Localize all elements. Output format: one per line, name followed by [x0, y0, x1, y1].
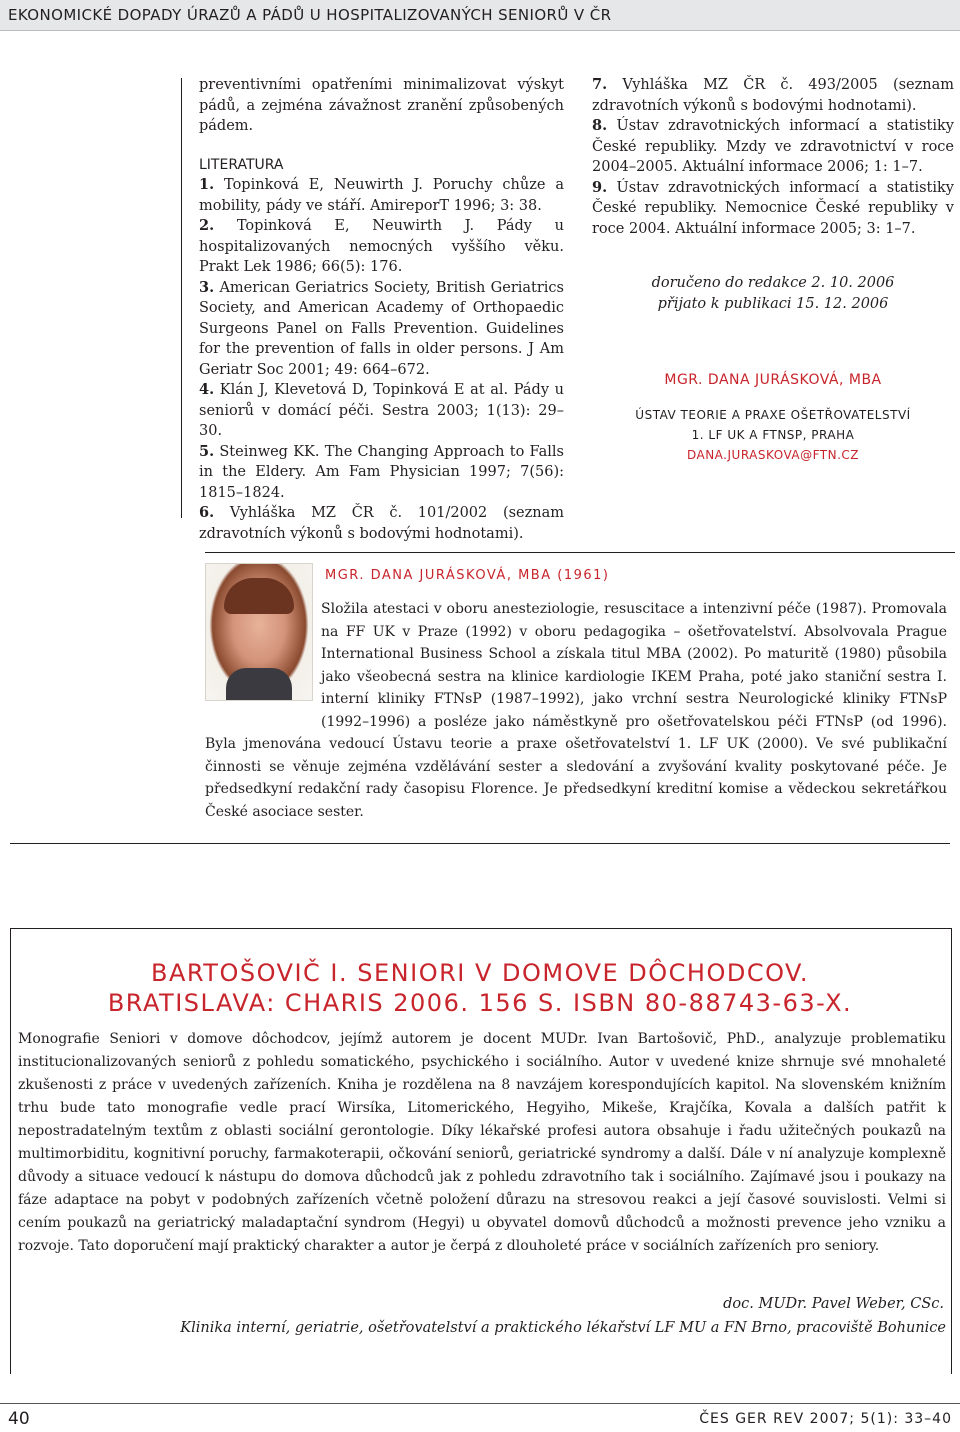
reference-item: [199, 503, 564, 544]
reference-item: [199, 442, 564, 504]
running-header: [0, 0, 960, 31]
reference-number: 7.: [592, 76, 608, 93]
reference-item: [199, 380, 564, 442]
reference-item: [592, 116, 954, 178]
bio-text: [205, 598, 947, 823]
bio-heading: [325, 565, 945, 587]
reference-item: [199, 216, 564, 278]
reference-text: Topinková E, Neuwirth J. Poruchy chůze a mobility, pády ve stáří. AmireporT 1996; 3: 38.: [199, 177, 564, 214]
reference-text: Steinweg KK. The Changing Approach to Falls in the Eldery. Am Fam Physician 1997; 7(56): 1815–1824.: [199, 443, 564, 501]
running-header-title: EKONOMICKÉ DOPADY ÚRAZŮ A PÁDŮ U HOSPITALIZOVANÝCH SENIORŮ V ČR: [8, 6, 612, 24]
reference-text: Ústav zdravotnických informací a statistiky České republiky. Nemocnice České republiky v roce 2004. Aktuální informace 2005; 3: 1–7.: [592, 179, 955, 237]
reference-text: Topinková E, Neuwirth J. Pády u hospitalizovaných nemocných vyššího věku. Prakt Lek 1986; 66(5): 176.: [199, 218, 564, 275]
left-column: [199, 75, 564, 544]
review-paragraph: Monografie Seniori v domove dôchodcov, jejímž autorem je docent MUDr. Ivan Bartošovič, PhD., analyzuje problematiku institucionalizovaných seniorů z pohledu somatického, psychického i sociálního. Autor v uvedené knize shrnuje své mnohaleté zkušenosti z práce v uvedených zařízeních. Kniha je rozdělena na 8 navzájem korespondujících kapitol. Na slovenském knižním trhu bude tato monografie vedle prací Wirsíka, Litomerického, Hegyiho, Mikeše, Krajčíka, Kovala a dalších patřit k nepostradatelným textům z oblasti sociální gerontologie. Díky lékařské profesi autora obsahuje i řadu užitečných poukazů na multimorbiditu, kognitivní poruchy, farmakoterapii, očkování seniorů, geriatrické syndromy a další. Dále v ní analyzuje komplexně důvody a situace vedoucí k nástupu do domova důchodců jak z pohledu zdravotního tak i sociálního. Zajímavé jsou i poukazy na fáze adaptace na pobyt v podobných zařízeních včetně položení důrazu na stresovou reakci a její časové souvislosti. Velmi si cením poukazů na geriatrický maladaptační syndrom (Hegyi) u obyvatel domovů důchodců a možnosti prevence jeho vzniku a rozvoje. Tato doporučení mají praktický charakter a autor je čerpá z dlouholeté práce v sociálních zařízeních pro seniory.: [18, 1031, 946, 1254]
review-title-line-1: BARTOŠOVIČ I. SENIORI V DOMOVE DÔCHODCOV.: [150, 959, 810, 987]
reference-number: 1.: [199, 176, 215, 193]
reference-item: [199, 175, 564, 216]
left-column-rule: [181, 78, 182, 518]
reference-number: 4.: [199, 381, 215, 398]
reference-number: 2.: [199, 217, 215, 234]
bio-top-rule: [205, 552, 955, 553]
reference-number: 3.: [199, 278, 215, 296]
bio-heading-text: MGR. DANA JURÁSKOVÁ, MBA (1961): [325, 568, 610, 583]
review-body: [18, 1028, 946, 1258]
review-signature-name: doc. MUDr. Pavel Weber, CSc.: [723, 1296, 944, 1312]
reference-item: [592, 75, 954, 116]
footer-rule: [0, 1403, 960, 1404]
bio-paragraph: Složila atestaci v oboru anesteziologie, resuscitace a intenzivní péče (1987). Promovala na FF UK v Praze (1992) v oboru pedagogika – ošetřovatelství. Absolvovala Prague International Business School a získala titul MBA (2002). Po maturitě (1980) působila jako všeobecná sestra na klinice kardiologie IKEM Praha, poté jako staniční sestra I. interní kliniky FTNsP (1987–1992), jako vrchní sestra Neurologické kliniky FTNsP (1992–1996) a posléze jako náměstkyně pro ošetřovatelskou péči FTNsP (od 1996). Byla jmenována vedoucí Ústavu teorie a praxe ošetřovatelství 1. LF UK (2000). Ve své publikační činnosti se věnuje zejména vzdělávání sester a sledování a zvyšování kvality poskytované péče. Je předsedkyní redakční rady časopisu Florence. Je předsedkyní kreditní komise a vědeckou sekretářkou České asociace sester.: [205, 601, 947, 820]
accepted-date: přijato k publikaci 15. 12. 2006: [657, 295, 889, 312]
reference-item: [592, 178, 954, 240]
page-number: 40: [8, 1409, 30, 1429]
review-title: [20, 958, 940, 1018]
photo-float-space: [205, 598, 321, 720]
reference-text: Ústav zdravotnických informací a statistiky České republiky. Mzdy ve zdravotnictví v roce 2004–2005. Aktuální informace 2006; 1: 1–7.: [592, 118, 955, 175]
reference-number: 8.: [592, 117, 608, 134]
reference-number: 6.: [199, 504, 215, 521]
author-name: MGR. DANA JURÁSKOVÁ, MBA: [664, 372, 882, 388]
reference-text: Vyhláška MZ ČR č. 493/2005 (seznam zdravotních výkonů s bodovými hodnotami).: [592, 77, 954, 114]
intro-paragraph: preventivními opatřeními minimalizovat výskyt pádů, a zejména závažnost zranění způsobených pádem.: [199, 77, 564, 134]
author-affiliation-1: ÚSTAV TEORIE A PRAXE OŠETŘOVATELSTVÍ: [635, 407, 911, 422]
review-title-line-2: BRATISLAVA: CHARIS 2006. 156 S. ISBN 80-88743-63-X.: [107, 989, 853, 1017]
reference-text: American Geriatrics Society, British Geriatrics Society, and American Academy of Orthopaedic Surgeons Panel on Falls Prevention. Guidelines for the prevention of falls in older persons. J Am Geriatr Soc 2001; 49: 664–672.: [199, 279, 564, 378]
reference-text: Klán J, Klevetová D, Topinková E at al. Pády u seniorů v domácí péči. Sestra 2003; 1(13): 29–30.: [199, 382, 565, 439]
received-date: doručeno do redakce 2. 10. 2006: [651, 275, 895, 291]
reference-number: 5.: [199, 442, 215, 460]
right-column: [592, 75, 954, 465]
reference-number: 9.: [592, 178, 608, 196]
page-separator: [10, 843, 950, 844]
literatura-heading: LITERATURA: [199, 156, 284, 173]
author-email[interactable]: DANA.JURASKOVA@FTN.CZ: [686, 447, 860, 462]
reference-item: [199, 278, 564, 381]
author-affiliation-2: 1. LF UK A FTNSP, PRAHA: [691, 427, 855, 442]
journal-citation: ČES GER REV 2007; 5(1): 33–40: [699, 1411, 952, 1427]
review-signature-affiliation: Klinika interní, geriatrie, ošetřovatelství a praktického lékařství LF MU a FN Brno, pracoviště Bohunice: [180, 1320, 946, 1336]
reference-text: Vyhláška MZ ČR č. 101/2002 (seznam zdravotních výkonů s bodovými hodnotami).: [199, 505, 564, 542]
